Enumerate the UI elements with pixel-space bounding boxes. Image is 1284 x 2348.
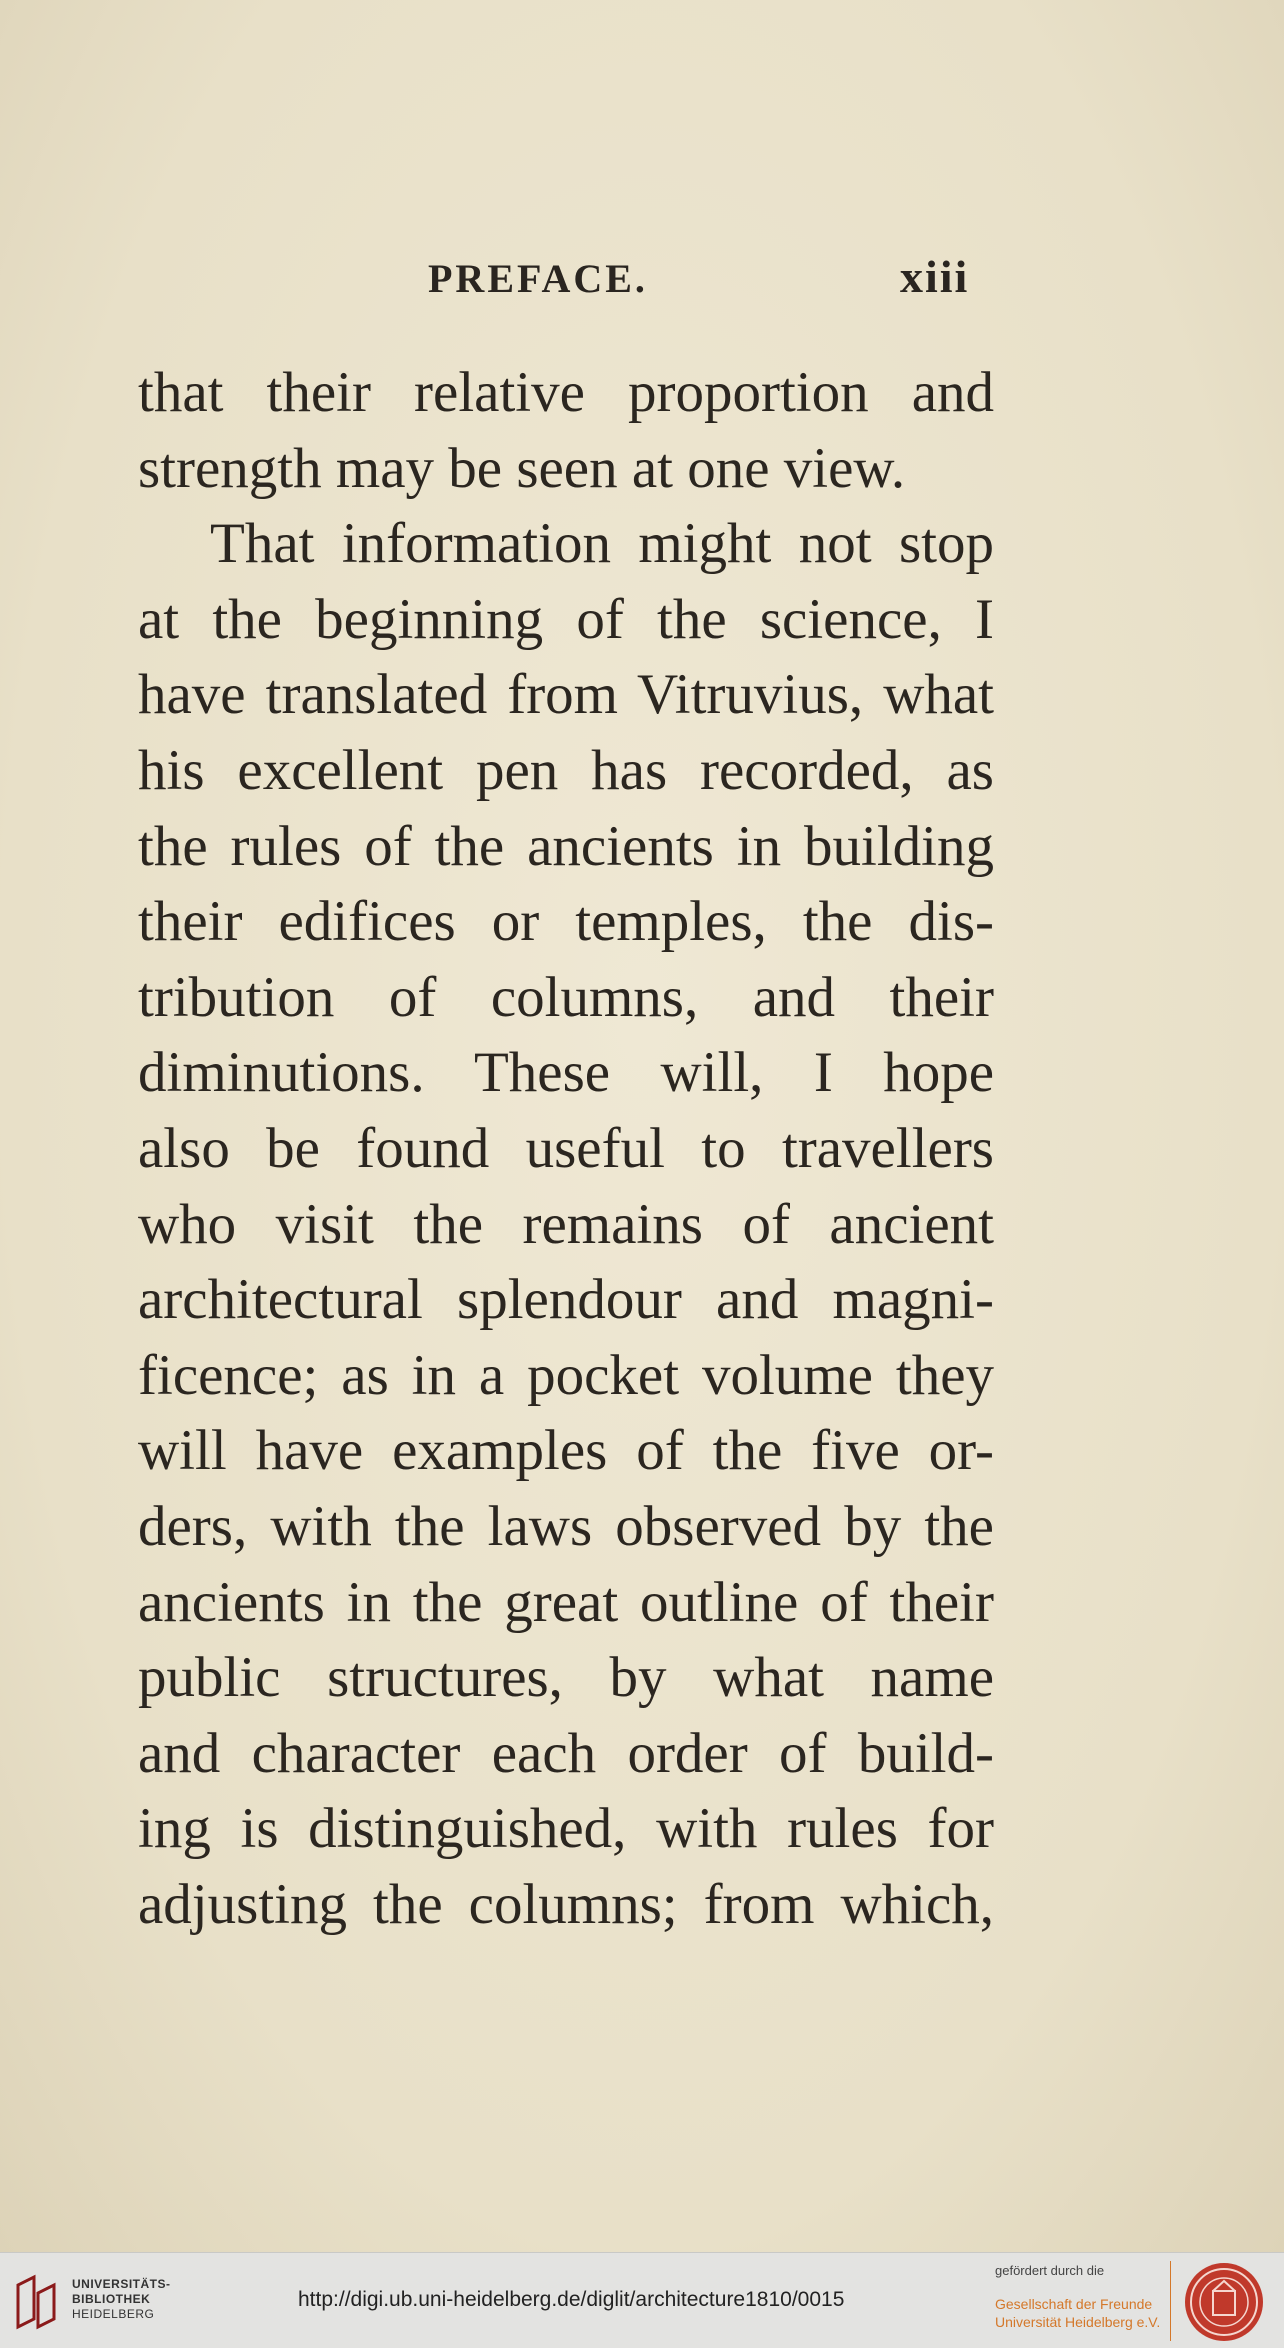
permalink-url[interactable]: http://digi.ub.uni-heidelberg.de/diglit/architecture1810/0015	[298, 2288, 845, 2311]
society-name-line: Universität Heidelberg e.V.	[995, 2314, 1161, 2330]
university-seal-icon	[1183, 2261, 1265, 2343]
funded-by-label: gefördert durch die	[995, 2263, 1105, 2278]
text-line: that their relative proportion and	[138, 361, 994, 424]
text-line: public structures, by what name	[138, 1646, 994, 1710]
text-line: will have examples of the five or-	[138, 1419, 994, 1483]
text-line: who visit the remains of ancient	[138, 1192, 994, 1256]
text-line: their edifices or temples, the dis-	[138, 890, 994, 954]
text-line: ancients in the great outline of their	[138, 1570, 994, 1634]
text-line: diminutions. These will, I hope	[138, 1041, 994, 1105]
text-line: at the beginning of the science, I	[138, 587, 994, 651]
ub-heidelberg-logo-icon[interactable]	[14, 2273, 58, 2331]
library-name-line: UNIVERSITÄTS-	[72, 2277, 171, 2291]
text-line: have translated from Vitruvius, what	[138, 663, 994, 727]
page-number: xiii	[900, 251, 970, 302]
footer-divider	[1170, 2261, 1171, 2341]
library-name-line: HEIDELBERG	[72, 2307, 155, 2321]
text-line: and character each order of build-	[138, 1721, 994, 1785]
text-line: architectural splendour and magni-	[138, 1268, 994, 1332]
society-name[interactable]	[995, 2295, 1160, 2331]
body-text	[138, 355, 994, 1942]
running-header-title: PREFACE.	[428, 256, 648, 301]
society-name-line: Gesellschaft der Freunde	[995, 2296, 1153, 2312]
text-line: That information might not stop	[210, 512, 994, 576]
text-line: tribution of columns, and their	[138, 965, 994, 1029]
text-line: the rules of the ancients in building	[138, 814, 994, 878]
text-line: his excellent pen has recorded, as	[138, 738, 994, 802]
text-line: also be found useful to travellers	[138, 1116, 994, 1180]
text-line: adjusting the columns; from which,	[138, 1872, 994, 1936]
text-line: ing is distinguished, with rules for	[138, 1797, 994, 1861]
library-name	[72, 2277, 171, 2322]
text-line: ders, with the laws observed by the	[138, 1494, 994, 1558]
library-name-line: BIBLIOTHEK	[72, 2292, 151, 2306]
text-line: strength may be seen at one view.	[138, 436, 906, 500]
footer-bar	[0, 2252, 1284, 2348]
text-line: ficence; as in a pocket volume they	[138, 1343, 994, 1407]
